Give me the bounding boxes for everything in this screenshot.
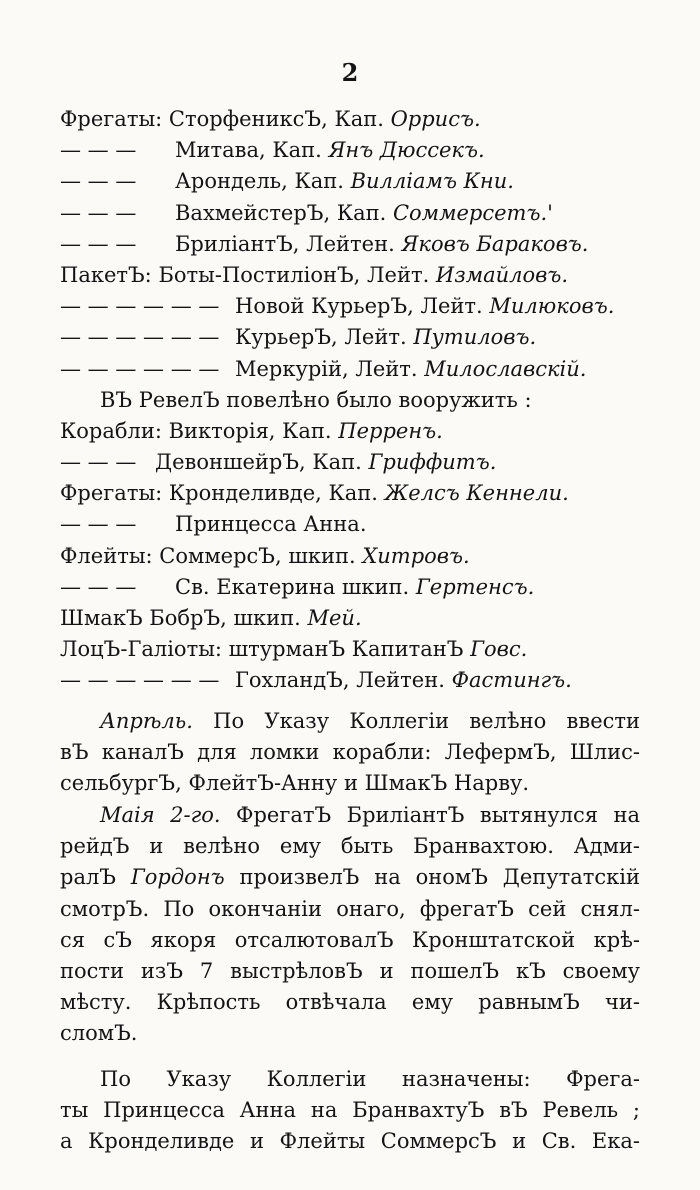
list-item: — — — ДевоншейрЪ, Кап. Гриффитъ. <box>60 447 640 478</box>
list-item: Фрегаты: Кронделивде, Кап. Желсъ Кеннели. <box>60 481 569 506</box>
paragraph-line: ралЪ Гордонъ произвелЪ на ономЪ Депутатскій <box>60 865 640 890</box>
list-item: — — — Митава, Кап. Янъ Дюссекъ. <box>60 135 640 166</box>
paragraph-may <box>60 800 640 1050</box>
ditto-dashes: — — — <box>60 138 137 163</box>
ditto-dashes: — — — — — — <box>60 325 220 350</box>
paragraph-april <box>60 706 640 800</box>
paragraph-line: вЪ каналЪ для ломки корабли: ЛефермЪ, Шлис- <box>60 740 640 765</box>
paragraph-line: мѣсту. Крѣпость отвѣчала ему равнымЪ чи- <box>60 990 640 1015</box>
paragraph-decree <box>60 1064 640 1158</box>
page-number: 2 <box>341 58 359 87</box>
paragraph-line: рейдЪ и велѣно ему быть Бранвахтою. Адми- <box>60 834 640 859</box>
paragraph-line: Маія 2-го. ФрегатЪ БриліантЪ вытянулся на <box>100 803 640 827</box>
list-item: — — — — — — Меркурій, Лейт. Милославскій. <box>60 354 640 385</box>
paragraph-line: Апрѣль. По Указу Коллегіи велѣно ввести <box>100 709 640 733</box>
section-heading-revel: ВЪ РевелЪ повелѣно было вооружить : <box>100 387 532 412</box>
ditto-dashes: — — — <box>60 200 137 225</box>
list-item: — — — — — — Новой КурьерЪ, Лейт. Милюковъ. <box>60 291 640 322</box>
ditto-dashes: — — — <box>60 169 137 194</box>
paragraph-line: пости изЪ 7 выстрѣловЪ и пошелЪ кЪ своему <box>60 958 640 983</box>
list-item: Флейты: СоммерсЪ, шкип. Хитровъ. <box>60 543 470 568</box>
list-item: — — — БриліантЪ, Лейтен. Яковъ Бараковъ. <box>60 229 640 260</box>
list-item: ЛоцЪ-Галіоты: штурманЪ КапитанЪ Говс. <box>60 637 528 662</box>
list-item: Фрегаты: СторфениксЪ, Кап. Оррисъ. <box>60 107 481 131</box>
list-item: ПакетЪ: Боты-ПостиліонЪ, Лейт. Измайловъ. <box>60 262 569 287</box>
ditto-dashes: — — — <box>60 450 137 475</box>
ditto-dashes: — — — <box>60 231 137 256</box>
list-item: Корабли: Викторія, Кап. Перренъ. <box>60 418 443 443</box>
paragraph-line: сломЪ. <box>60 1021 138 1046</box>
list-item: — — — Св. Екатерина шкип. Гертенсъ. <box>60 572 640 603</box>
list-item: — — — Арондель, Кап. Вилліамъ Кни. <box>60 166 640 197</box>
list-item: — — — ВахмейстерЪ, Кап. Соммерсетъ.' <box>60 198 640 229</box>
list-item: — — — Принцесса Анна. <box>60 509 640 540</box>
ditto-dashes: — — — — — — <box>60 356 220 381</box>
paragraph-line: По Указу Коллегіи назначены: Фрега- <box>100 1067 640 1091</box>
list-item: ШмакЪ БобрЪ, шкип. Мей. <box>60 606 362 630</box>
paragraph-line: а Кронделивде и Флейты СоммерсЪ и Св. Ека- <box>60 1129 640 1154</box>
paragraph-line: ты Принцесса Анна на БранвахтуЪ вЪ Ревель ; <box>60 1098 640 1123</box>
ditto-dashes: — — — <box>60 574 137 599</box>
ditto-dashes: — — — <box>60 512 137 537</box>
ship-list-kronstadt <box>60 104 640 697</box>
list-item: — — — — — — КурьерЪ, Лейт. Путиловъ. <box>60 322 640 353</box>
paragraph-line: сельбургЪ, ФлейтЪ-Анну и ШмакЪ Нарву. <box>60 771 530 796</box>
ditto-dashes: — — — — — — <box>60 668 220 693</box>
paragraph-line: ся сЪ якоря отсалютовалЪ Кронштатской крѣ- <box>60 927 640 952</box>
paragraph-line: смотрЪ. По окончаніи онаго, фрегатЪ сей снял- <box>60 896 640 921</box>
list-item: — — — — — — ГохландЪ, Лейтен. Фастингъ. <box>60 665 640 696</box>
ditto-dashes: — — — — — — <box>60 294 220 319</box>
